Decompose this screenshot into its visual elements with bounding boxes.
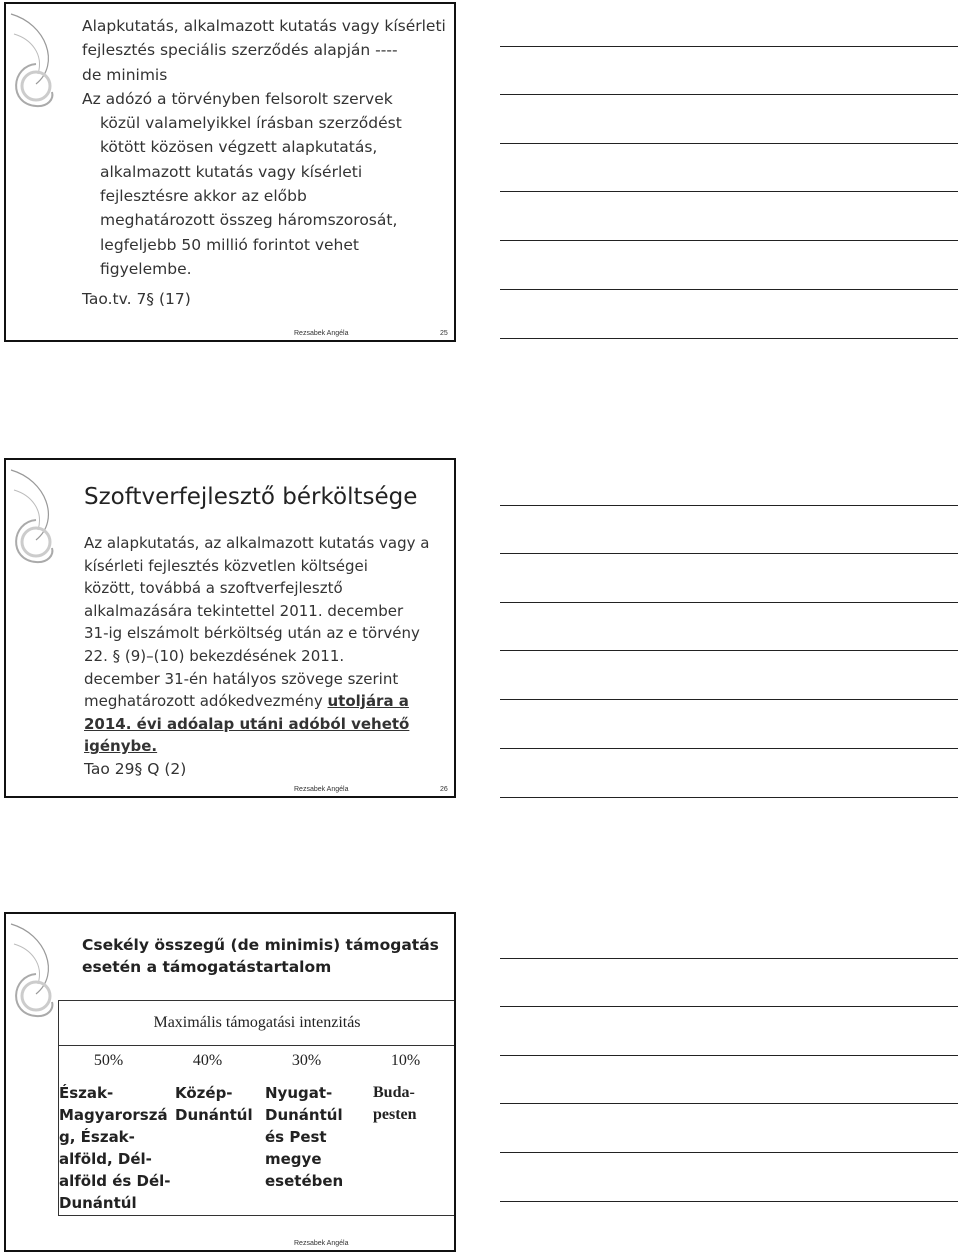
text-line: Alapkutatás, alkalmazott kutatás vagy kísérleti xyxy=(82,17,446,35)
slide-number: 26 xyxy=(440,786,448,793)
note-line xyxy=(500,46,958,47)
text-line xyxy=(84,713,444,736)
region-text: Nyugat- xyxy=(265,1084,333,1102)
percentage-cell: 50% xyxy=(93,1052,124,1069)
note-line xyxy=(500,1006,958,1007)
note-line xyxy=(500,240,958,241)
note-line xyxy=(500,602,958,603)
slide-25-body xyxy=(82,14,446,312)
emphasis-text: utoljára a xyxy=(327,692,409,711)
note-line xyxy=(500,958,958,959)
slide-26 xyxy=(4,458,456,798)
text-line: között, továbbá a szoftverfejlesztő xyxy=(84,579,343,598)
region-cell xyxy=(59,1082,171,1214)
region-text: esetében xyxy=(265,1172,344,1190)
text-line: fejlesztés speciális szerződés alapján ---- xyxy=(82,41,398,60)
text-line: 31-ig elszámolt bérköltség után az e törvény xyxy=(84,624,420,643)
region-cell xyxy=(265,1082,369,1192)
percentage-cell: 10% xyxy=(390,1052,421,1069)
slide-footer-author: Rezsabek Angéla xyxy=(294,1240,349,1247)
slide-25 xyxy=(4,2,456,342)
decorative-swirl-icon xyxy=(6,460,76,590)
region-text: Dunántúl xyxy=(265,1106,343,1124)
note-line xyxy=(500,1055,958,1056)
note-line xyxy=(500,143,958,144)
region-text: Dunántúl xyxy=(175,1106,253,1124)
note-line xyxy=(500,553,958,554)
note-line xyxy=(500,289,958,290)
text-line xyxy=(84,690,444,713)
text-line: figyelembe. xyxy=(100,259,192,278)
region-text: Közép- xyxy=(175,1084,233,1102)
region-text: Dunántúl xyxy=(59,1194,137,1212)
note-line xyxy=(500,699,958,700)
note-line xyxy=(500,1201,958,1202)
title-line: esetén a támogatástartalom xyxy=(82,958,332,976)
region-cell xyxy=(175,1082,265,1126)
text-line: Az adózó a törvényben felsorolt szervek xyxy=(82,89,393,108)
text-line: alkalmazására tekintettel 2011. december xyxy=(84,601,404,620)
text-line: alkalmazott kutatás vagy kísérleti xyxy=(100,162,363,181)
note-line xyxy=(500,338,958,339)
text-line: 22. § (9)–(10) bekezdésének 2011. xyxy=(84,646,345,665)
region-cell xyxy=(373,1082,443,1126)
emphasis-text: igénybe. xyxy=(84,737,158,756)
table-header: Maximális támogatási intenzitás xyxy=(58,1000,456,1046)
note-line xyxy=(500,505,958,506)
slide-footer-author: Rezsabek Angéla xyxy=(294,330,349,337)
emphasis-text: 2014. évi adóalap utáni adóból vehető xyxy=(84,714,410,733)
text-line: kísérleti fejlesztés közvetlen költségei xyxy=(84,556,368,575)
region-text: Észak- xyxy=(59,1084,114,1102)
title-line: Csekély összegű (de minimis) támogatás xyxy=(82,936,439,954)
note-line xyxy=(500,650,958,651)
text-line: december 31-én hatályos szövege szerint xyxy=(84,669,399,688)
region-text: alföld, Dél- xyxy=(59,1150,152,1168)
region-text: pesten xyxy=(373,1106,417,1123)
text-line: kötött közösen végzett alapkutatás, xyxy=(100,138,378,157)
slide-26-body xyxy=(84,532,444,781)
percentage-row xyxy=(58,1046,456,1076)
percentage-cell: 40% xyxy=(192,1052,223,1069)
text-line: közül valamelyikkel írásban szerződést xyxy=(100,114,402,133)
legal-reference: Tao.tv. 7§ (17) xyxy=(82,290,191,309)
note-line xyxy=(500,191,958,192)
region-text: Magyarorszá xyxy=(59,1106,168,1124)
percentage-cell: 30% xyxy=(291,1052,322,1069)
text-line: legfeljebb 50 millió forintot vehet xyxy=(100,235,359,254)
text-line: fejlesztésre akkor az előbb xyxy=(100,187,307,206)
text-line: Az alapkutatás, az alkalmazott kutatás vagy a xyxy=(84,534,430,552)
region-text: alföld és Dél- xyxy=(59,1172,171,1190)
region-text: megye xyxy=(265,1150,322,1168)
note-line xyxy=(500,1103,958,1104)
legal-reference: Tao 29§ Q (2) xyxy=(84,759,187,778)
regions-row xyxy=(58,1076,456,1216)
text-line: meghatározott összeg háromszorosát, xyxy=(100,211,398,230)
decorative-swirl-icon xyxy=(6,4,76,134)
slide-footer-author: Rezsabek Angéla xyxy=(294,786,349,793)
region-text: Buda- xyxy=(373,1084,415,1101)
slide-27 xyxy=(4,912,456,1252)
slide-title: Szoftverfejlesztő bérköltsége xyxy=(84,484,418,510)
note-line xyxy=(500,797,958,798)
slide-title xyxy=(82,934,439,978)
note-line xyxy=(500,1152,958,1153)
region-text: és Pest xyxy=(265,1128,327,1146)
note-line xyxy=(500,94,958,95)
text-line xyxy=(84,735,444,758)
text-segment: meghatározott adókedvezmény xyxy=(84,692,328,711)
note-line xyxy=(500,748,958,749)
slide-number: 25 xyxy=(440,330,448,337)
text-line: de minimis xyxy=(82,65,168,84)
region-text: g, Észak- xyxy=(59,1128,135,1146)
